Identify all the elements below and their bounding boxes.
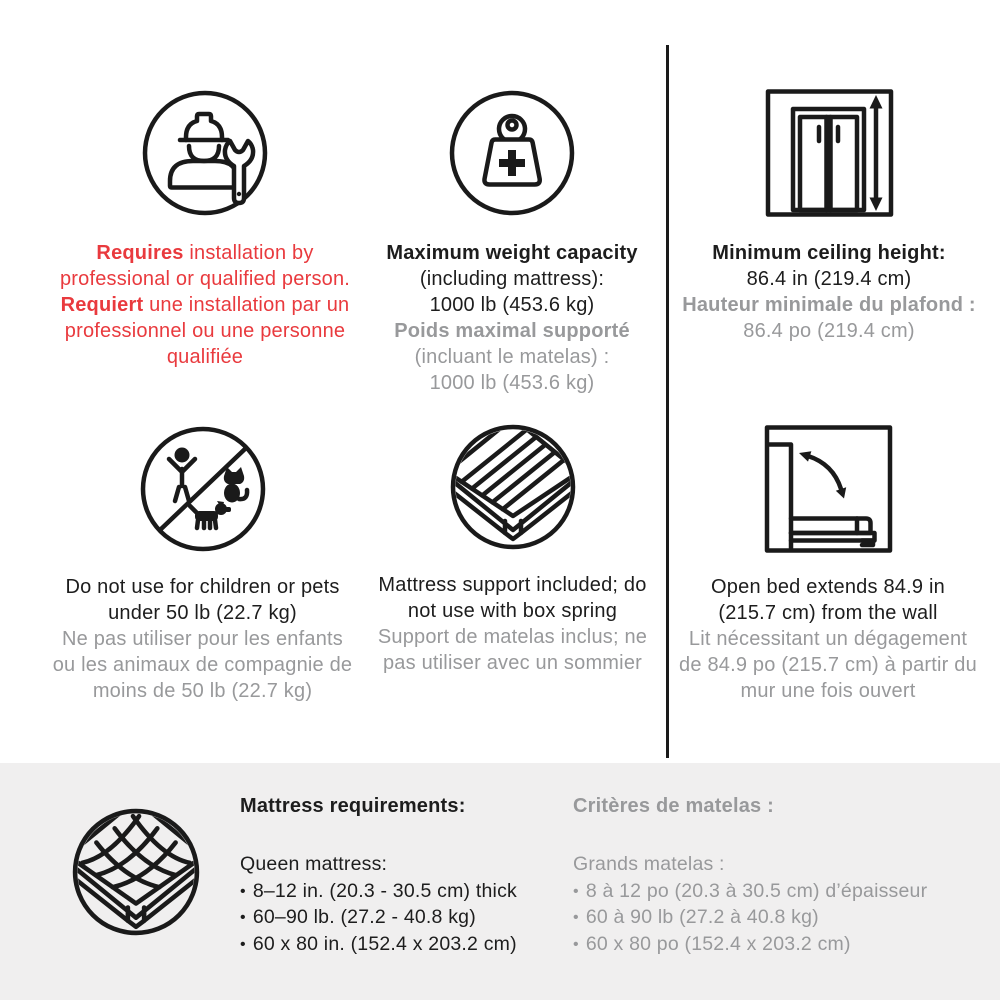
- feature-mattress-support: [360, 422, 665, 676]
- text-line: moins de 50 lb (22.7 kg): [92, 680, 313, 702]
- requirement-item: • 60 à 90 lb (27.2 à 40.8 kg): [573, 905, 927, 932]
- mattress-requirements-panel: [0, 763, 1000, 1000]
- text-line: professionnel ou une personne: [64, 320, 346, 342]
- text-line: Hauteur minimale du plafond :: [682, 294, 976, 316]
- requirements-heading-en: Mattress requirements:: [240, 795, 466, 817]
- requirements-subheading-en: Queen mattress:: [240, 853, 388, 875]
- text-line: mur une fois ouvert: [740, 680, 916, 702]
- text-line: 86.4 in (219.4 cm): [746, 268, 912, 290]
- ceiling-height-arrow-icon: [764, 88, 894, 218]
- weight-plus-icon: [447, 88, 577, 218]
- worker-wrench-icon: [140, 88, 270, 218]
- no-children-pets-icon: [138, 424, 268, 554]
- text-line: Minimum ceiling height:: [712, 242, 946, 264]
- requirements-heading-fr: Critères de matelas :: [573, 795, 774, 817]
- text-line: (including mattress):: [419, 268, 605, 290]
- feature-text: [53, 574, 353, 704]
- requirement-item: • 60 x 80 in. (152.4 x 203.2 cm): [240, 932, 517, 959]
- requirement-item: • 8 à 12 po (20.3 à 30.5 cm) d’épaisseur: [573, 879, 927, 906]
- feature-max-weight: [360, 88, 664, 396]
- feature-open-bed: [663, 424, 993, 704]
- text-line: pas utiliser avec un sommier: [382, 652, 642, 674]
- tufted-mattress-icon: [70, 806, 202, 938]
- text-line: 1000 lb (453.6 kg): [429, 372, 595, 394]
- text-line: Maximum weight capacity: [386, 242, 638, 264]
- text-line: Poids maximal supporté: [394, 320, 630, 342]
- text-line: under 50 lb (22.7 kg): [108, 602, 297, 624]
- text-line: 1000 lb (453.6 kg): [429, 294, 595, 316]
- text-line: Ne pas utiliser pour les enfants: [62, 628, 343, 650]
- feature-text: [60, 240, 350, 370]
- mattress-requirements-fr: [573, 794, 927, 958]
- open-bed-wall-icon: [763, 424, 893, 554]
- text-line: ou les animaux de compagnie de: [52, 654, 353, 676]
- text-line: (incluant le matelas) :: [414, 346, 610, 368]
- requirements-list-en: [240, 879, 517, 959]
- requirements-list-fr: [573, 879, 927, 959]
- feature-ceiling-height: [674, 88, 984, 344]
- text-line: (215.7 cm) from the wall: [718, 602, 938, 624]
- text-line: not use with box spring: [407, 600, 618, 622]
- feature-requires-installation: [52, 88, 358, 370]
- text-line: Do not use for children or pets: [65, 576, 340, 598]
- feature-text: [378, 572, 647, 676]
- feature-text: [386, 240, 637, 396]
- text-line: de 84.9 po (215.7 cm) à partir du: [679, 654, 977, 676]
- mattress-requirements-en: [240, 794, 517, 958]
- text-line: 86.4 po (219.4 cm): [743, 320, 915, 342]
- feature-text: [682, 240, 976, 344]
- text-line: Support de matelas inclus; ne: [377, 626, 648, 648]
- text-line: Requires installation by: [96, 242, 314, 264]
- text-line: Lit nécessitant un dégagement: [688, 628, 968, 650]
- requirement-item: • 60 x 80 po (152.4 x 203.2 cm): [573, 932, 927, 959]
- text-line: Requiert une installation par un: [60, 294, 350, 316]
- feature-no-children-pets: [50, 424, 355, 704]
- feature-text: [679, 574, 977, 704]
- text-line: Open bed extends 84.9 in: [711, 576, 945, 598]
- text-line: professional or qualified person.: [59, 268, 351, 290]
- requirement-item: • 60–90 lb. (27.2 - 40.8 kg): [240, 905, 517, 932]
- slatted-support-icon: [448, 422, 578, 552]
- text-line: qualifiée: [166, 346, 244, 368]
- text-line: Mattress support included; do: [378, 574, 647, 596]
- requirement-item: • 8–12 in. (20.3 - 30.5 cm) thick: [240, 879, 517, 906]
- requirements-subheading-fr: Grands matelas :: [573, 853, 725, 875]
